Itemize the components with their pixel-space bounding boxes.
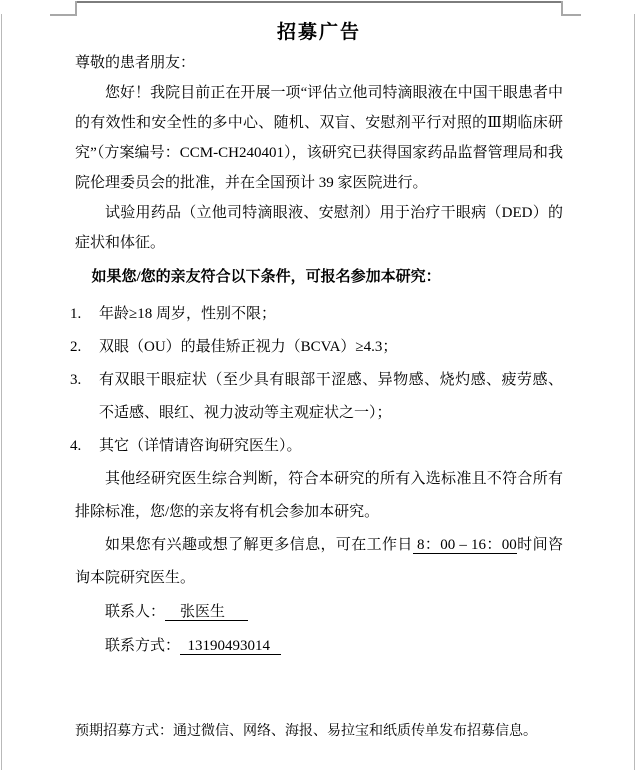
criteria-item	[70, 430, 563, 463]
criteria-item-text: 双眼（OU）的最佳矫正视力（BCVA）≥4.3；	[99, 339, 398, 355]
contact-person-line	[75, 595, 563, 629]
contact-phone-value: 13190493014	[180, 638, 282, 654]
salutation-line: 尊敬的患者朋友：	[75, 55, 196, 71]
page-corner-mark-right	[561, 14, 581, 16]
drug-info-paragraph: 试验用药品（立他司特滴眼液、安慰剂）用于治疗干眼病（DED）的症状和体征。	[75, 205, 563, 251]
interest-paragraph	[75, 529, 563, 595]
interest-text-after: 时间咨询本院研究医生。	[75, 537, 563, 586]
contact-phone-label: 联系方式：	[105, 638, 181, 654]
contact-person-label: 联系人：	[105, 604, 166, 620]
criteria-item-text: 其它（详情请咨询研究医生）。	[99, 438, 302, 454]
criteria-item	[70, 298, 563, 331]
page-left-edge	[1, 14, 2, 770]
interest-text-before: 如果您有兴趣或想了解更多信息，可在工作日	[105, 537, 413, 553]
page-right-edge	[634, 14, 635, 770]
criteria-item-number: 2.	[70, 339, 82, 355]
criteria-item-number: 3.	[70, 372, 82, 388]
page-corner-mark-left	[50, 14, 75, 16]
additional-note-paragraph: 其他经研究医生综合判断，符合本研究的所有入选标准且不符合所有排除标准，您/您的亲友将有机会参加本研究。	[75, 471, 563, 520]
document-body	[70, 0, 563, 663]
criteria-item-number: 1.	[70, 306, 82, 322]
criteria-item-text: 有双眼干眼症状（至少具有眼部干涩感、异物感、烧灼感、疲劳感、不适感、眼红、视力波动等主观症状之一）；	[99, 372, 563, 421]
intro-paragraph: 您好！我院目前正在开展一项“评估立他司特滴眼液在中国干眼患者中的有效性和安全性的多中心、随机、双盲、安慰剂平行对照的Ⅲ期临床研究”（方案编号：CCM-CH240401），该研究已获得国家药品监督管理局和我院伦理委员会的批准，并在全国预计 39 家医院进行。	[75, 85, 563, 191]
criteria-heading: 如果您/您的亲友符合以下条件，可报名参加本研究：	[91, 269, 441, 285]
page-title: 招募广告	[276, 22, 361, 43]
criteria-item	[70, 364, 563, 430]
office-hours-underlined: 8：00 – 16：00	[412, 537, 517, 553]
criteria-item-text: 年龄≥18 周岁，性别不限；	[99, 306, 276, 322]
recruitment-method-line: 预期招募方式：通过微信、网络、海报、易拉宝和纸质传单发布招募信息。	[75, 724, 537, 739]
contact-person-value: 张医生	[165, 604, 248, 620]
criteria-item	[70, 331, 563, 364]
criteria-item-number: 4.	[70, 438, 82, 454]
criteria-list	[70, 298, 563, 463]
contact-phone-line	[75, 629, 563, 663]
